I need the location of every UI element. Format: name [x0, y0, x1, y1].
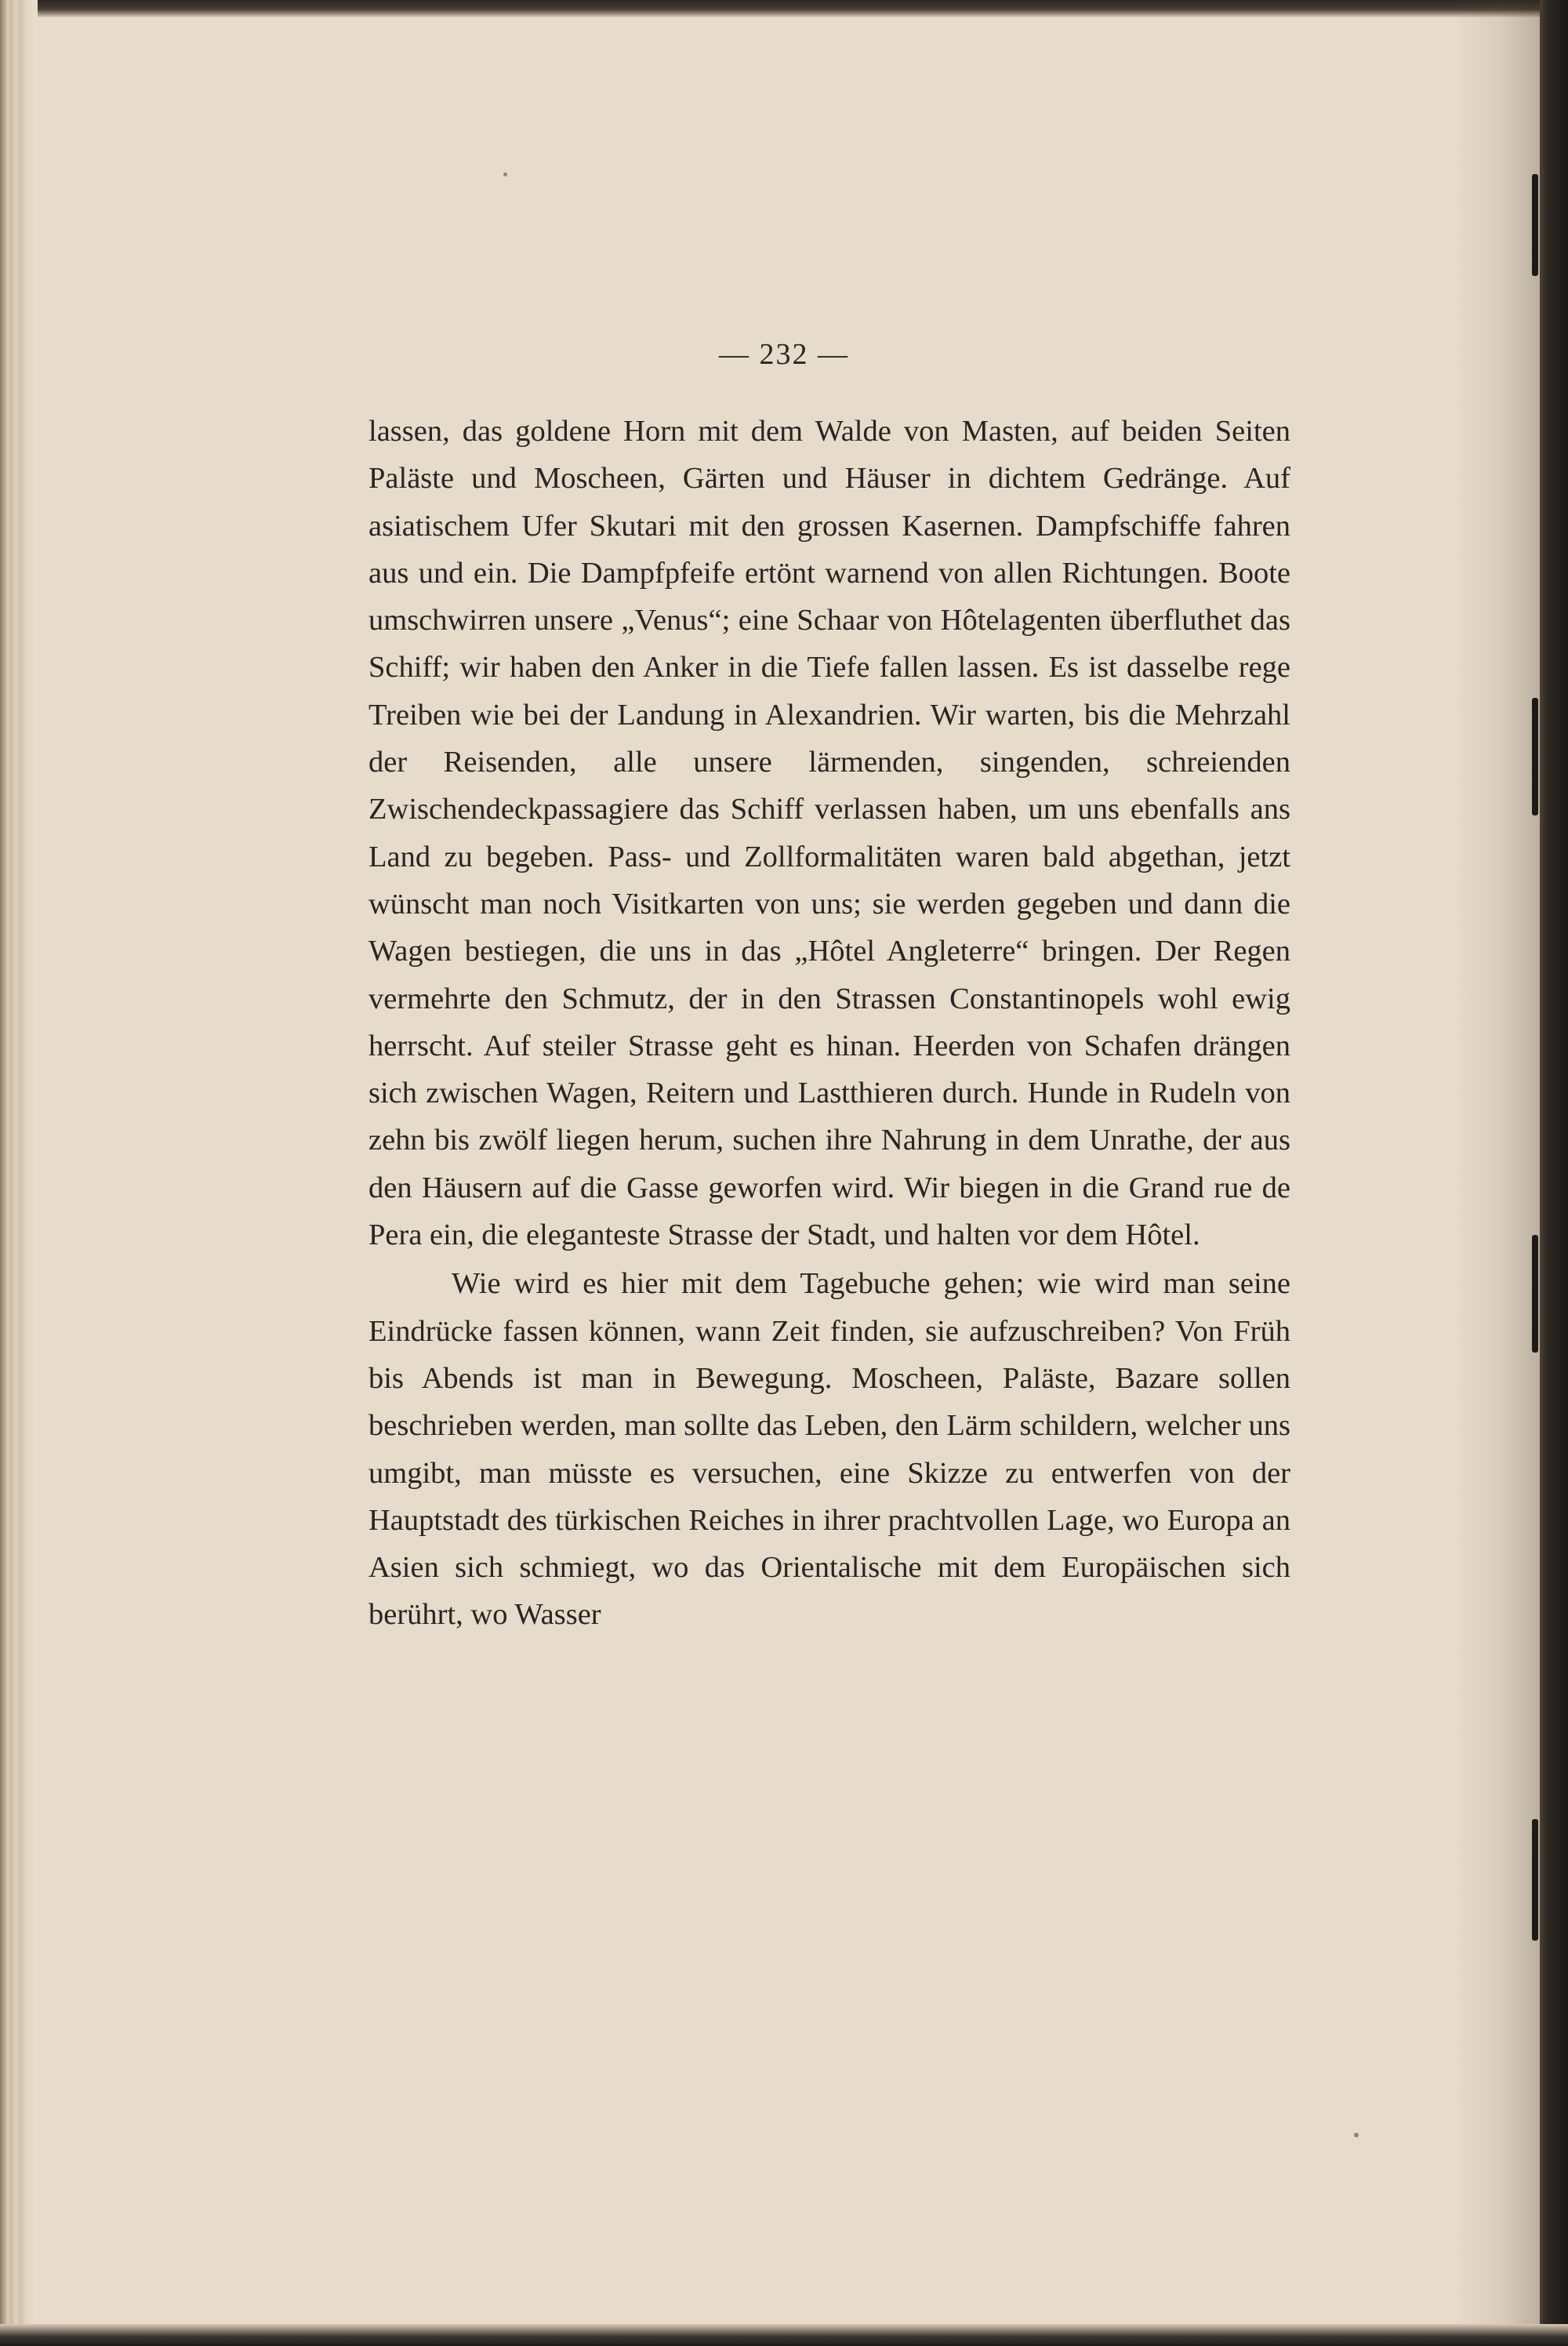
- paper-speck: [1354, 2133, 1359, 2137]
- paragraph: lassen, das goldene Horn mit dem Walde von Masten, auf beiden Seiten Paläste und Moscheen, Gärten und Häuser in dichtem Gedränge. Auf asiatischem Ufer Skutari mit den grossen Kasernen. Dampfschiffe fahren aus und ein. Die Dampfpfeife ertönt warnend von allen Richtungen. Boote umschwirren unsere „Venus“; eine Schaar von Hôtelagenten überfluthet das Schiff; wir haben den Anker in die Tiefe fallen lassen. Es ist dasselbe rege Treiben wie bei der Landung in Alexandrien. Wir warten, bis die Mehrzahl der Reisenden, alle unsere lärmenden, singenden, schreienden Zwischendeckpassagiere das Schiff verlassen haben, um uns ebenfalls ans Land zu begeben. Pass- und Zollformalitäten waren bald abgethan, jetzt wünscht man noch Visitkarten von uns; sie werden gegeben und dann die Wagen bestiegen, die uns in das „Hôtel Angleterre“ bringen. Der Regen vermehrte den Schmutz, der in den Strassen Constantinopels wohl ewig herrscht. Auf steiler Strasse geht es hinan. Heerden von Schafen drängen sich zwischen Wagen, Reitern und Lastthieren durch. Hunde in Rudeln von zehn bis zwölf liegen herum, suchen ihre Nahrung in dem Unrathe, der aus den Häusern auf die Gasse geworfen wird. Wir biegen in die Grand rue de Pera ein, die eleganteste Strasse der Stadt, und halten vor dem Hôtel.: [368, 415, 1290, 1252]
- body-text: [368, 408, 1290, 1639]
- page-number: — 232 —: [719, 338, 849, 371]
- edge-mark: [1532, 1819, 1538, 1941]
- page-bottom-edge: [0, 2324, 1568, 2346]
- edge-mark: [1532, 1235, 1538, 1353]
- paper-speck: [503, 172, 507, 176]
- page-top-edge: [0, 0, 1568, 17]
- edge-mark: [1532, 698, 1538, 815]
- edge-mark: [1532, 174, 1538, 276]
- paragraph: Wie wird es hier mit dem Tagebuche gehen; wie wird man seine Eindrücke fassen können, wann Zeit finden, sie aufzuschreiben? Von Früh bis Abends ist man in Bewegung. Moscheen, Paläste, Bazare sollen beschrieben werden, man sollte das Leben, den Lärm schildern, welcher uns umgibt, man müsste es versuchen, eine Skizze zu entwerfen von der Hauptstadt des türkischen Reiches in ihrer prachtvollen Lage, wo Europa an Asien sich schmiegt, wo das Orientalische mit dem Europäischen sich berührt, wo Wasser: [368, 1267, 1290, 1632]
